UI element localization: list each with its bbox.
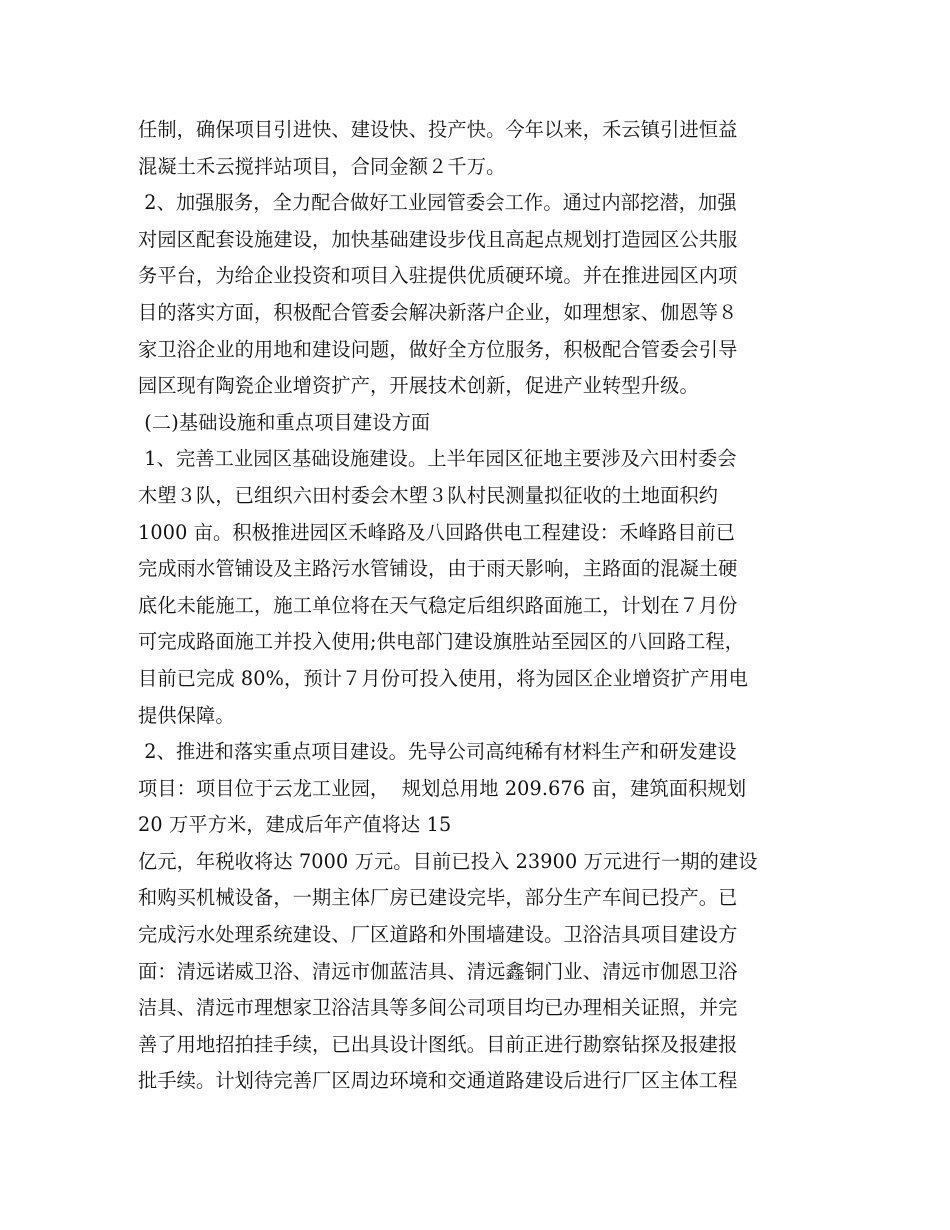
text-line: 园区现有陶瓷企业增资扩产，开展技术创新，促进产业转型升级。 bbox=[138, 374, 699, 398]
text-line: 2、加强服务，全力配合做好工业园管委会工作。通过内部挖潜，加强 bbox=[138, 191, 737, 215]
text-line: 务平台，为给企业投资和项目入驻提供优质硬环境。并在推进园区内项 bbox=[138, 264, 738, 288]
text-line: 面：清远诺威卫浴、清远市伽蓝洁具、清远鑫铜门业、清远市伽恩卫浴 bbox=[138, 959, 738, 983]
document-body bbox=[138, 112, 828, 1100]
text-line: 任制，确保项目引进快、建设快、投产快。今年以来，禾云镇引进恒益 bbox=[138, 118, 738, 141]
text-line: 混凝土禾云搅拌站项目，合同金额２千万。 bbox=[138, 154, 506, 178]
text-line: 木塱３队，已组织六田村委会木塱３队村民测量拟征收的土地面积约 bbox=[138, 483, 719, 507]
text-line: 1、完善工业园区基础设施建设。上半年园区征地主要涉及六田村委会 bbox=[138, 447, 737, 471]
text-line: 1000 亩。积极推进园区禾峰路及八回路供电工程建设：禾峰路目前已 bbox=[138, 520, 736, 544]
text-line: 亿元，年税收将达 7000 万元。目前已投入 23900 万元进行一期的建设 bbox=[138, 849, 758, 873]
text-line: 可完成路面施工并投入使用;供电部门建设旗胜站至园区的八回路工程， bbox=[138, 630, 745, 654]
text-line: 完成污水处理系统建设、厂区道路和外围墙建设。卫浴洁具项目建设方 bbox=[138, 923, 738, 947]
text-line: 提供保障。 bbox=[138, 703, 235, 727]
text-line: 目的落实方面，积极配合管委会解决新落户企业，如理想家、伽恩等８ bbox=[138, 300, 738, 324]
text-line: 批手续。计划待完善厂区周边环境和交通道路建设后进行厂区主体工程 bbox=[138, 1069, 738, 1093]
text-line: 对园区配套设施建设，加快基础建设步伐且高起点规划打造园区公共服 bbox=[138, 227, 738, 251]
text-line: 完成雨水管铺设及主路污水管铺设，由于雨天影响，主路面的混凝土硬 bbox=[138, 557, 738, 581]
text-line: 和购买机械设备，一期主体厂房已建设完毕，部分生产车间已投产。已 bbox=[138, 886, 738, 910]
text-line: 目前已完成 80%，预计７月份可投入使用，将为园区企业增资扩产用电 bbox=[138, 666, 749, 690]
text-line: 善了用地招拍挂手续，已出具设计图纸。目前正进行勘察钻探及报建报 bbox=[138, 1032, 738, 1056]
text-line: 家卫浴企业的用地和建设问题，做好全方位服务，积极配合管委会引导 bbox=[138, 337, 738, 361]
section-heading: (二)基础设施和重点项目建设方面 bbox=[138, 410, 431, 434]
text-line: 底化未能施工，施工单位将在天气稳定后组织路面施工，计划在７月份 bbox=[138, 593, 738, 617]
text-line: 项目：项目位于云龙工业园， 规划总用地 209.676 亩，建筑面积规划 bbox=[138, 776, 747, 800]
text-line: 2、推进和落实重点项目建设。先导公司高纯稀有材料生产和研发建设 bbox=[138, 740, 737, 764]
text-line: 20 万平方米，建成后年产值将达 15 bbox=[138, 813, 452, 837]
text-line: 洁具、清远市理想家卫浴洁具等多间公司项目均已办理相关证照，并完 bbox=[138, 996, 738, 1020]
